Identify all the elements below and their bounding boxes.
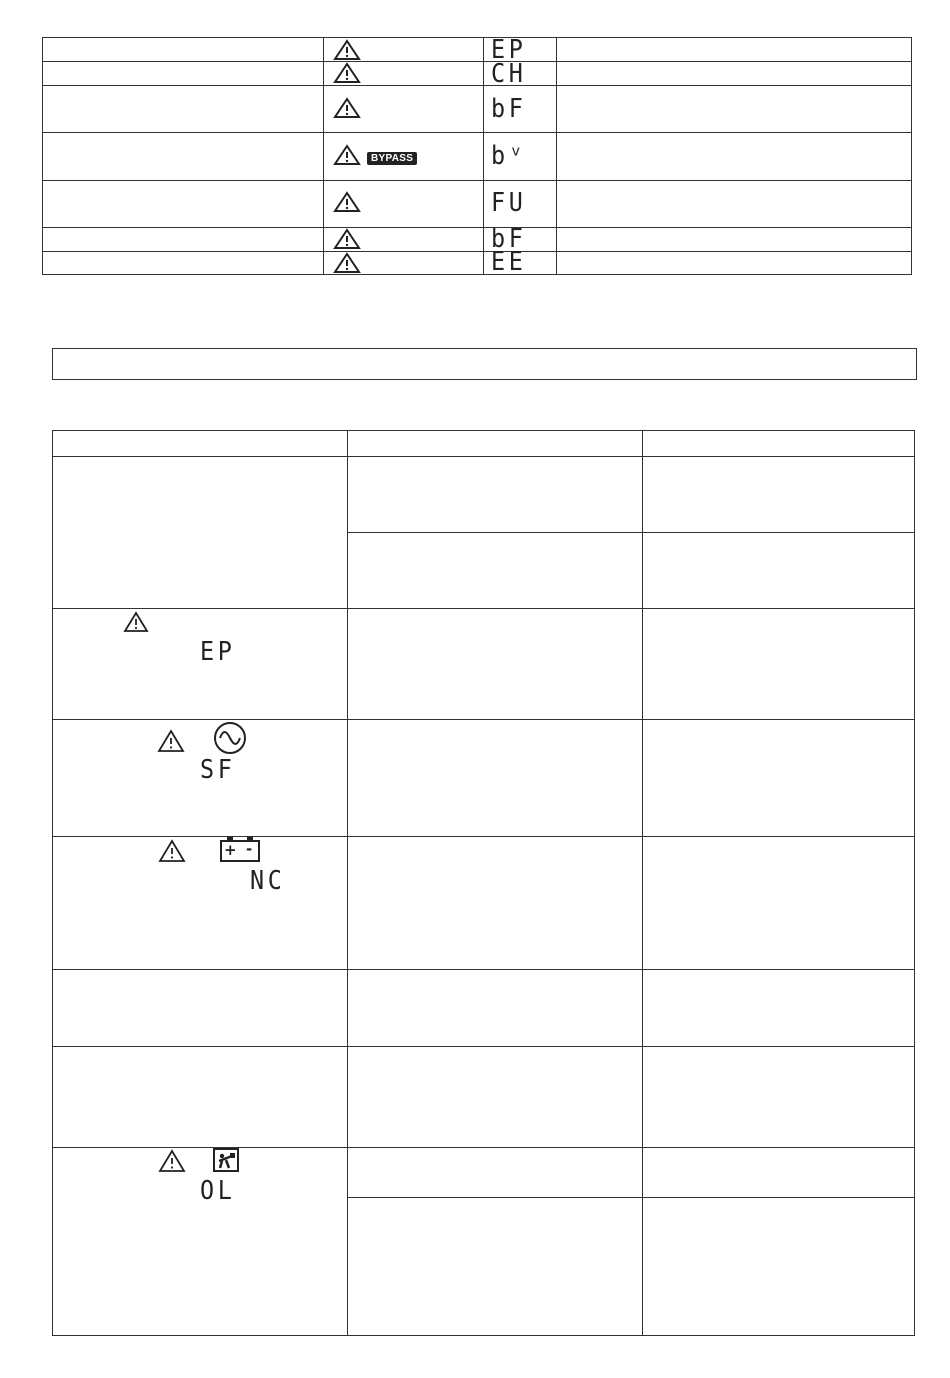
table-row-divider	[52, 1147, 915, 1148]
table-subrow-divider	[347, 532, 915, 533]
warning-icon	[333, 97, 361, 119]
warning-icon	[333, 252, 361, 274]
warning-icon	[158, 1149, 186, 1173]
warning-icon	[157, 729, 185, 753]
lcd-fault-code: bF	[491, 224, 527, 254]
table-column-divider	[642, 430, 643, 1336]
table-subrow-divider	[347, 1197, 915, 1198]
warning-icon	[333, 144, 361, 166]
battery-icon	[220, 837, 260, 862]
lcd-fault-code: FU	[491, 188, 527, 218]
table-row-divider	[52, 1046, 915, 1047]
table-row-divider	[42, 180, 912, 181]
warning-icon	[158, 839, 186, 863]
ac-sine-icon	[212, 721, 248, 755]
table-row-divider	[42, 227, 912, 228]
table-row-divider	[52, 608, 915, 609]
lcd-fault-code: EE	[491, 247, 527, 277]
table-row-divider	[52, 456, 915, 457]
table-row-divider	[42, 85, 912, 86]
warning-icon	[333, 228, 361, 250]
battery-minus: -	[246, 840, 253, 858]
table-row-divider	[42, 61, 912, 62]
warning-icon	[333, 191, 361, 213]
lcd-fault-code: bF	[491, 94, 527, 124]
warning-icon	[123, 611, 149, 633]
bypass-badge: BYPASS	[367, 152, 417, 165]
warning-icon	[333, 39, 361, 61]
troubleshooting-table	[52, 430, 915, 1336]
table-row-divider	[42, 132, 912, 133]
lcd-fault-code: CH	[491, 59, 527, 89]
lcd-fault-code: bᵛ	[491, 141, 527, 171]
fault-code-table	[42, 37, 912, 275]
battery-plus: +	[224, 841, 237, 859]
lcd-fault-code: SF	[200, 755, 236, 785]
warning-icon	[333, 62, 361, 84]
lcd-fault-code: OL	[200, 1176, 236, 1206]
table-column-divider	[556, 37, 557, 275]
section-heading-box	[52, 348, 917, 380]
table-column-divider	[347, 430, 348, 1336]
table-column-divider	[483, 37, 484, 275]
overload-icon	[213, 1148, 239, 1172]
table-row-divider	[52, 836, 915, 837]
table-row-divider	[52, 719, 915, 720]
table-row-divider	[42, 251, 912, 252]
table-column-divider	[323, 37, 324, 275]
table-row-divider	[52, 969, 915, 970]
lcd-fault-code: EP	[491, 35, 527, 65]
lcd-fault-code: NC	[250, 866, 286, 896]
lcd-fault-code: EP	[200, 637, 236, 667]
